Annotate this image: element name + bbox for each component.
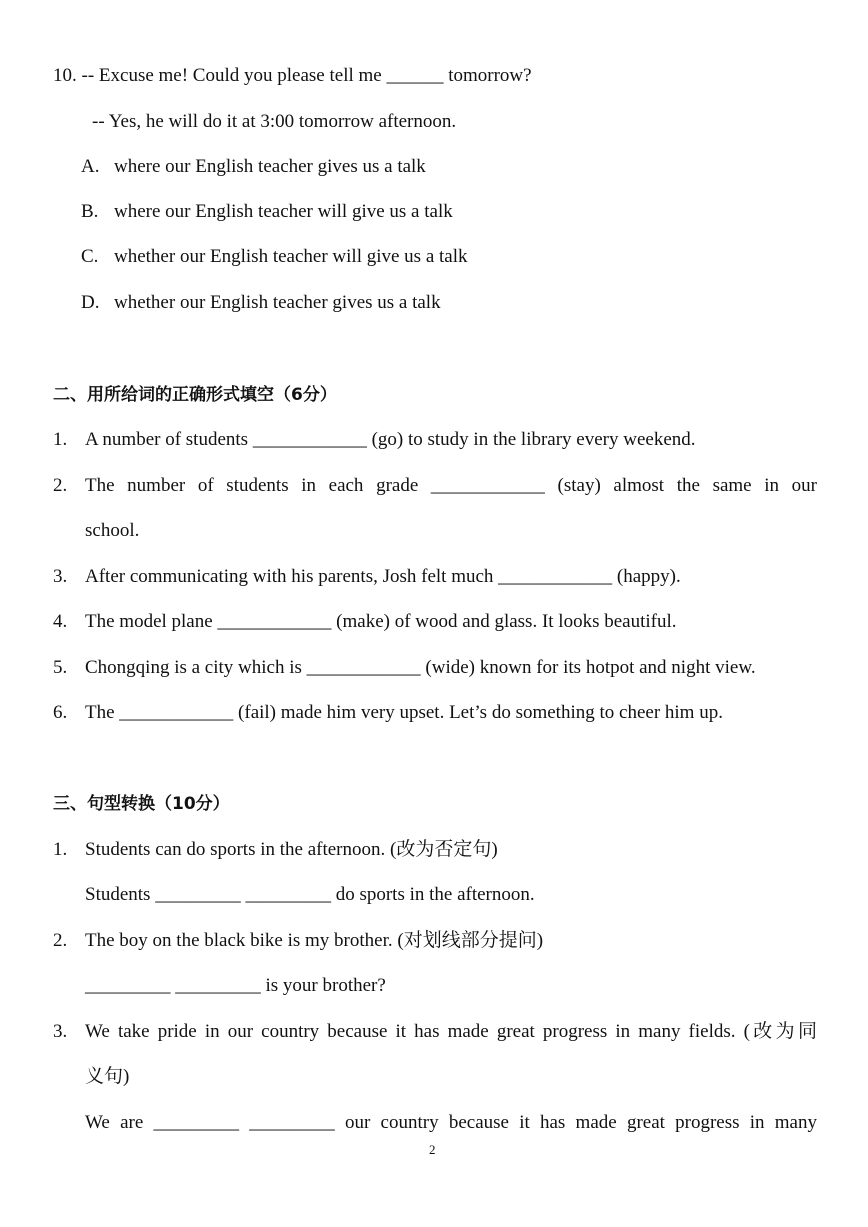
item-number: 5. [53,657,68,678]
q10-option-a [81,155,426,179]
option-text: where our English teacher gives us a talk [114,156,426,177]
item-text: A number of students ____________ (go) to study in the library every weekend. [85,429,696,450]
item-text: The number of students in each grade ____________ (stay) almost the same in our [85,475,817,496]
section3-item-2-answer: _________ _________ is your brother? [85,975,386,996]
item-text: The boy on the black bike is my brother. (对划线部分提问) [85,930,544,951]
option-label: A. [81,156,100,177]
item-text: We take pride in our country because it has made great progress in many fields. (改为同 [85,1021,817,1042]
section3-heading: 三、句型转换（10分） [53,794,230,814]
option-text: whether our English teacher gives us a talk [114,292,441,313]
item-number: 2. [53,930,68,951]
item-number: 4. [53,611,68,632]
section2-item-1 [53,428,696,452]
section2-item-5 [53,656,756,680]
item-number: 6. [53,702,68,723]
item-text: After communicating with his parents, Josh felt much ____________ (happy). [85,566,681,587]
option-label: C. [81,246,99,267]
item-number: 3. [53,1021,68,1042]
section2-item-2-continued: school. [85,520,140,541]
section2-item-4 [53,610,677,634]
section2-item-6 [53,701,723,725]
section2-item-3 [53,565,681,589]
q10-option-b [81,200,453,224]
item-text: Students can do sports in the afternoon. (改为否定句) [85,839,498,860]
q10-question: 10. -- Excuse me! Could you please tell me ______ tomorrow? [53,65,532,86]
page-number: 2 [429,1142,436,1157]
section3-item-1 [53,838,498,862]
q10-option-d [81,291,441,315]
option-label: B. [81,201,99,222]
q10-option-c [81,245,468,269]
option-text: whether our English teacher will give us a talk [114,246,468,267]
item-number: 3. [53,566,68,587]
section3-item-3-answer: We are _________ _________ our country because it has made great progress in many [85,1112,817,1133]
item-text: Chongqing is a city which is ____________ (wide) known for its hotpot and night view. [85,657,756,678]
option-text: where our English teacher will give us a talk [114,201,453,222]
item-number: 1. [53,839,68,860]
section2-item-2 [53,474,817,498]
item-text: The model plane ____________ (make) of wood and glass. It looks beautiful. [85,611,677,632]
section3-item-2 [53,929,543,953]
section3-item-1-answer: Students _________ _________ do sports in the afternoon. [85,884,535,905]
section2-heading: 二、用所给词的正确形式填空（6分） [53,385,337,405]
item-number: 1. [53,429,68,450]
section3-item-3-continued: 义句) [85,1066,130,1087]
option-label: D. [81,292,100,313]
q10-reply: -- Yes, he will do it at 3:00 tomorrow afternoon. [92,111,457,132]
item-number: 2. [53,475,68,496]
section3-item-3 [53,1020,817,1044]
item-text: The ____________ (fail) made him very upset. Let’s do something to cheer him up. [85,702,723,723]
